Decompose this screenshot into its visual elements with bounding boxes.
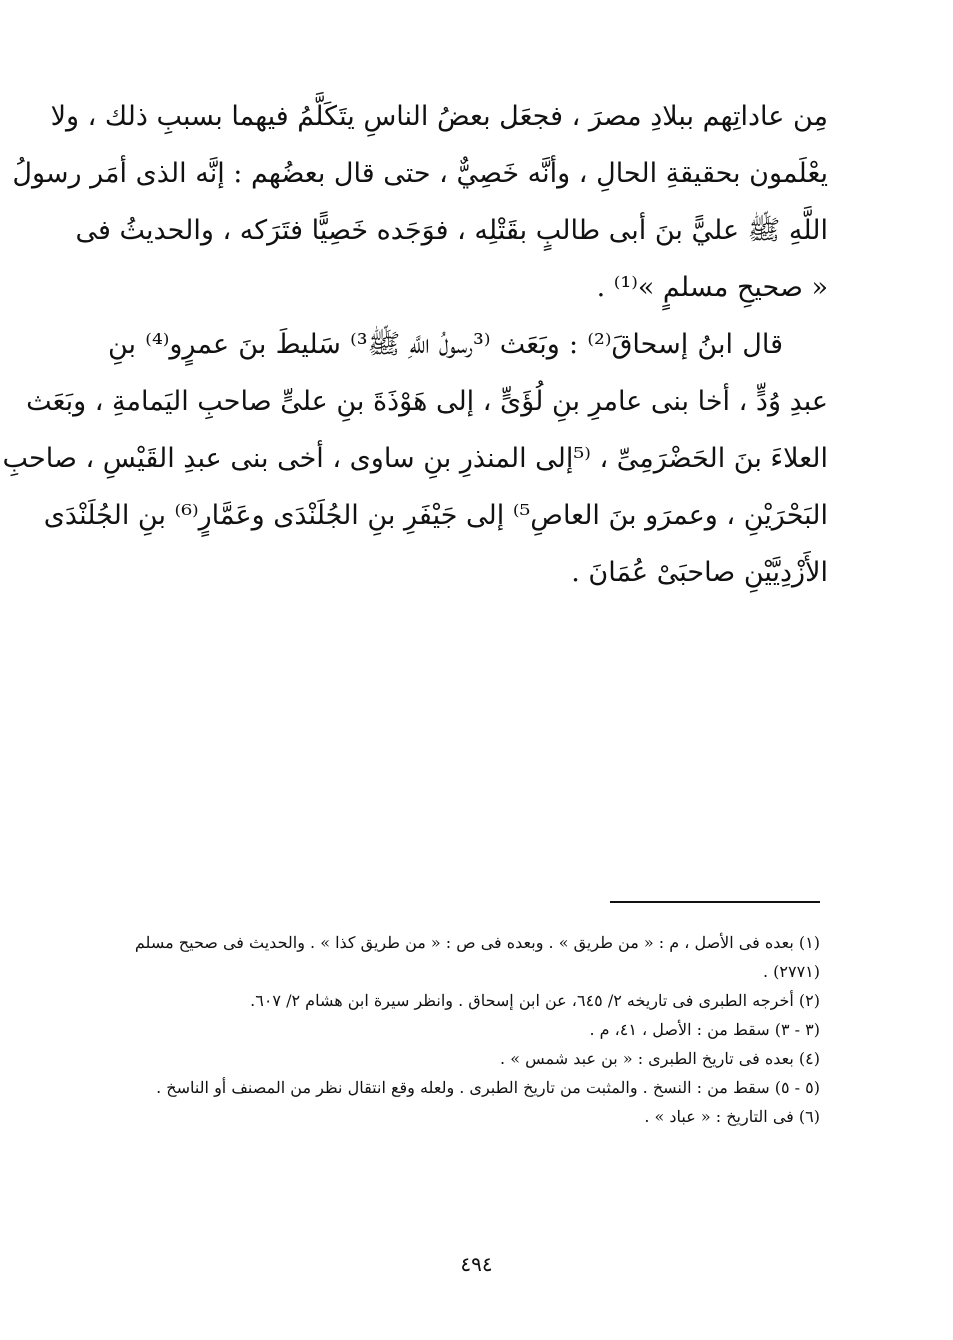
footnote-line: (١) بعده فى الأصل ، م : « من طريق » . وبعده فى ص : « من طريق كذا » . والحديث فى صحيح مسلم (134, 933, 820, 952)
text-line: عبدِ وُدٍّ ، أخا بنى عامرِ بنِ لُؤَىٍّ ، إلى هَوْذَةَ بنِ علىٍّ صاحبِ اليَمامةِ ، وبَعَث (26, 386, 828, 417)
main-paragraph-1 (12, 88, 828, 316)
main-paragraph-2 (2, 316, 828, 601)
footnotes (108, 928, 820, 1131)
page-number: ٤٩٤ (460, 1252, 493, 1276)
text-line: مِن عاداتِهم ببلادِ مصرَ ، فجعَل بعضُ الناسِ يتَكَلَّمُ فيهما بسببِ ذلك ، ولا (50, 101, 828, 132)
text-line: العلاءَ بنَ الحَضْرَمِىِّ ، ⁽⁵إلى المنذرِ بنِ ساوى ، أخى بنى عبدِ القَيْسِ ، صاحبِ (2, 443, 828, 474)
text-line: الأَزْدِيَّيْنِ صاحبَىْ عُمَانَ . (571, 557, 828, 588)
text-line: البَحْرَيْنِ ، وعمرَو بنَ العاصِ⁵⁾ إلى جَيْفَرِ بنِ الجُلَنْدَى وعَمَّارٍ⁽⁶⁾ بنِ الجُلَنْدَى (43, 500, 828, 531)
text-line: اللَّهِ ﷺ عليًّ بنَ أبى طالبٍ بقَتْلِه ، فوَجَده خَصِيًّا فتَرَكه ، والحديثُ فى (75, 215, 828, 246)
text-line: « صحيحِ مسلمٍ »⁽¹⁾ . (596, 272, 828, 303)
footnote-line: (٢٧٧١) . (762, 962, 820, 981)
footnote-line: (٦) فى التاريخ : « عباد » . (644, 1107, 820, 1126)
footnote-line: (٣ - ٣) سقط من : الأصل ، ٤١، م . (589, 1020, 820, 1039)
footnote-line: (٤) بعده فى تاريخ الطبرى : « بن عبد شمس » . (500, 1049, 820, 1068)
footnote-line: (٢) أخرجه الطبرى فى تاريخه ٢/ ٦٤٥، عن ابن إسحاق . وانظر سيرة ابن هشام ٢/ ٦٠٧. (250, 991, 820, 1010)
footnote-line: (٥ - ٥) سقط من : النسخ . والمثبت من تاريخ الطبرى . ولعله وقع انتقال نظر من المصنف أو الناسخ . (156, 1078, 820, 1097)
footnote-separator (610, 901, 820, 903)
text-line: يعْلَمون بحقيقةِ الحالِ ، وأنَّه خَصِيٌّ ، حتى قال بعضُهم : إنَّه الذى أمَر رسولُ (12, 158, 828, 189)
text-line: قال ابنُ إسحاقَ⁽²⁾ : وبَعَث ⁽³رسولُ اللَّهِ ﷺ³⁾ سَليطَ بنَ عمرٍو⁽⁴⁾ بنِ (108, 329, 783, 360)
